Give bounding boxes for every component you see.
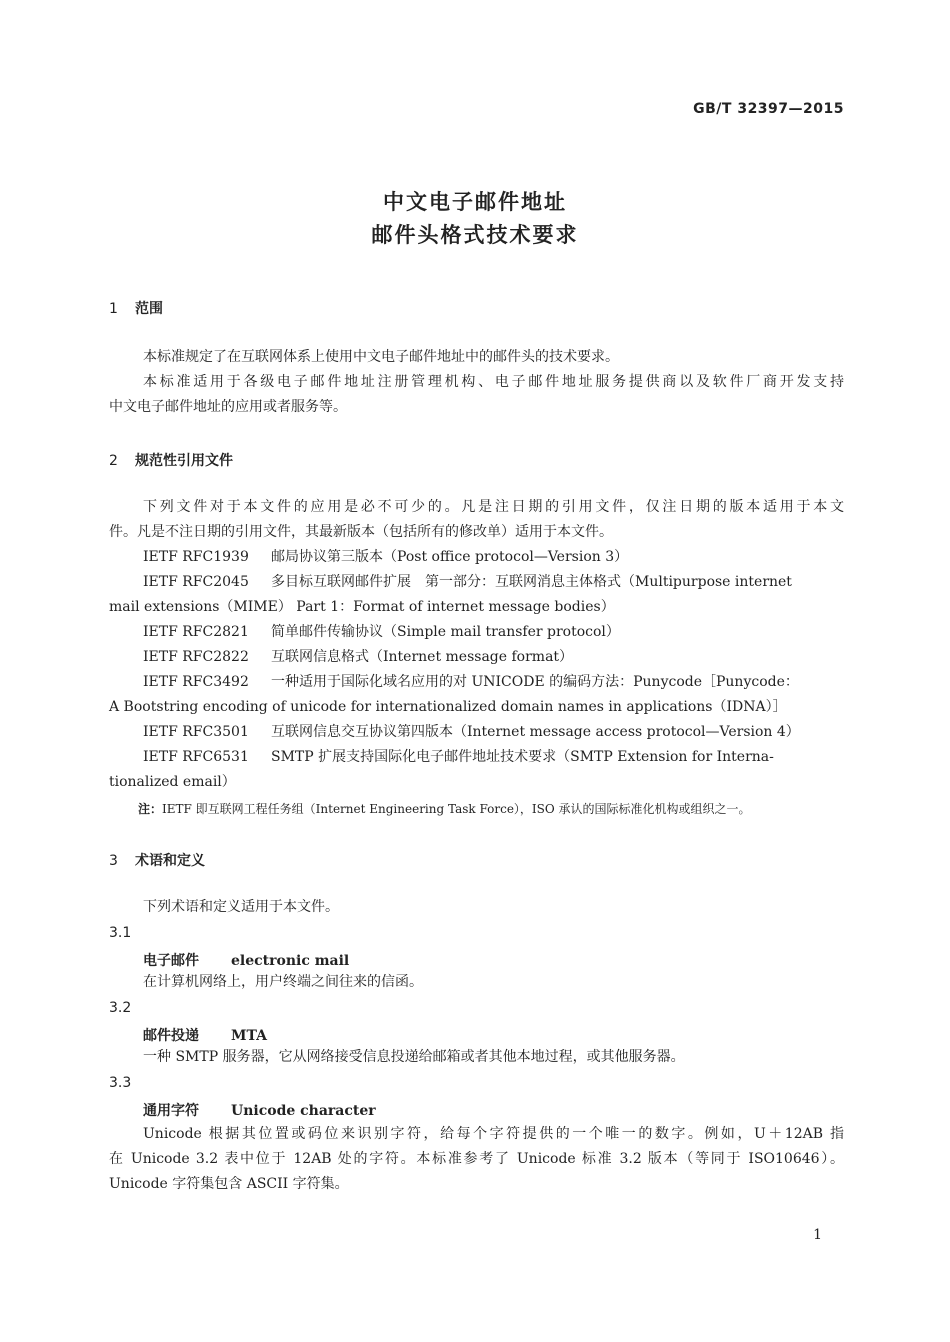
scope-paragraph-2: 本标准适用于各级电子邮件地址注册管理机构、电子邮件地址服务提供商以及软件厂商开发支持 [143,374,844,390]
term-number: 3.3 [109,1075,132,1091]
document-title-line-2: 邮件头格式技术要求 [371,223,579,247]
section-3-heading [109,850,205,870]
reference-title: 多目标互联网邮件扩展 第一部分：互联网消息主体格式（Multipurpose internet [271,574,792,590]
section-title: 范围 [135,301,163,317]
reference-item [143,545,844,570]
reference-code: IETF RFC6531 [143,749,249,765]
note [138,800,751,817]
term-heading [143,1025,267,1045]
term-definition: 一种 SMTP 服务器，它从网络接受信息投递给邮箱或者其他本地过程，或其他服务器。 [143,1049,685,1065]
normative-intro-cont: 件。凡是不注日期的引用文件，其最新版本（包括所有的修改单）适用于本文件。 [109,524,613,540]
term-definition-cont: Unicode 字符集包含 ASCII 字符集。 [109,1176,349,1192]
term-english: MTA [231,1028,268,1044]
reference-item-cont: A Bootstring encoding of unicode for internationalized domain names in applications（IDNA）］ [109,699,787,715]
section-number: 3 [109,853,118,869]
term-heading [143,1100,376,1120]
terms-intro: 下列术语和定义适用于本文件。 [143,899,339,915]
term-heading [143,950,349,970]
section-2-heading [109,450,233,470]
reference-item [143,670,844,695]
term-definition-cont: 在 Unicode 3.2 表中位于 12AB 处的字符。本标准参考了 Unicode 标准 3.2 版本（等同于 ISO10646）。 [109,1151,844,1167]
reference-title: 互联网信息格式（Internet message format） [271,649,574,665]
term-chinese: 邮件投递 [143,1028,199,1044]
reference-item [143,570,844,595]
section-title: 术语和定义 [135,853,205,869]
reference-item [143,645,844,670]
reference-title: 邮局协议第三版本（Post office protocol—Version 3） [271,549,629,565]
section-title: 规范性引用文件 [135,453,233,469]
term-number: 3.1 [109,925,132,941]
reference-title: 简单邮件传输协议（Simple mail transfer protocol） [271,624,620,640]
term-chinese: 通用字符 [143,1103,199,1119]
reference-title: 互联网信息交互协议第四版本（Internet message access protocol—Version 4） [271,724,800,740]
reference-title: 一种适用于国际化域名应用的对 UNICODE 的编码方法：Punycode［Punycode： [271,674,799,690]
reference-item [143,620,844,645]
scope-paragraph-2-cont: 中文电子邮件地址的应用或者服务等。 [109,399,347,415]
normative-intro: 下列文件对于本文件的应用是必不可少的。凡是注日期的引用文件，仅注日期的版本适用于本文 [143,499,844,515]
reference-code: IETF RFC1939 [143,549,249,565]
page-number: 1 [813,1227,822,1243]
reference-code: IETF RFC3501 [143,724,249,740]
term-number: 3.2 [109,1000,132,1016]
term-definition: Unicode 根据其位置或码位来识别字符，给每个字符提供的一个唯一的数字。例如，U＋12AB 指 [143,1126,844,1142]
note-label: 注： [138,802,163,816]
reference-item-cont: mail extensions（MIME） Part 1：Format of internet message bodies） [109,599,615,615]
section-number: 1 [109,301,118,317]
note-text: IETF 即互联网工程任务组（Internet Engineering Task Force），ISO 承认的国际标准化机构或组织之一。 [162,802,751,816]
reference-code: IETF RFC3492 [143,674,249,690]
section-1-heading [109,298,163,318]
reference-item [143,720,844,745]
reference-code: IETF RFC2821 [143,624,249,640]
reference-item-cont: tionalized email） [109,774,236,790]
term-definition: 在计算机网络上，用户终端之间往来的信函。 [143,974,423,990]
scope-paragraph-1: 本标准规定了在互联网体系上使用中文电子邮件地址中的邮件头的技术要求。 [143,349,619,365]
standard-code: GB/T 32397—2015 [693,101,844,117]
term-english: Unicode character [231,1103,376,1119]
document-title-line-1: 中文电子邮件地址 [383,190,567,214]
reference-item [143,745,844,770]
section-number: 2 [109,453,118,469]
term-chinese: 电子邮件 [143,953,199,969]
reference-code: IETF RFC2822 [143,649,249,665]
term-english: electronic mail [231,953,350,969]
reference-code: IETF RFC2045 [143,574,249,590]
reference-title: SMTP 扩展支持国际化电子邮件地址技术要求（SMTP Extension for Interna- [271,749,774,765]
